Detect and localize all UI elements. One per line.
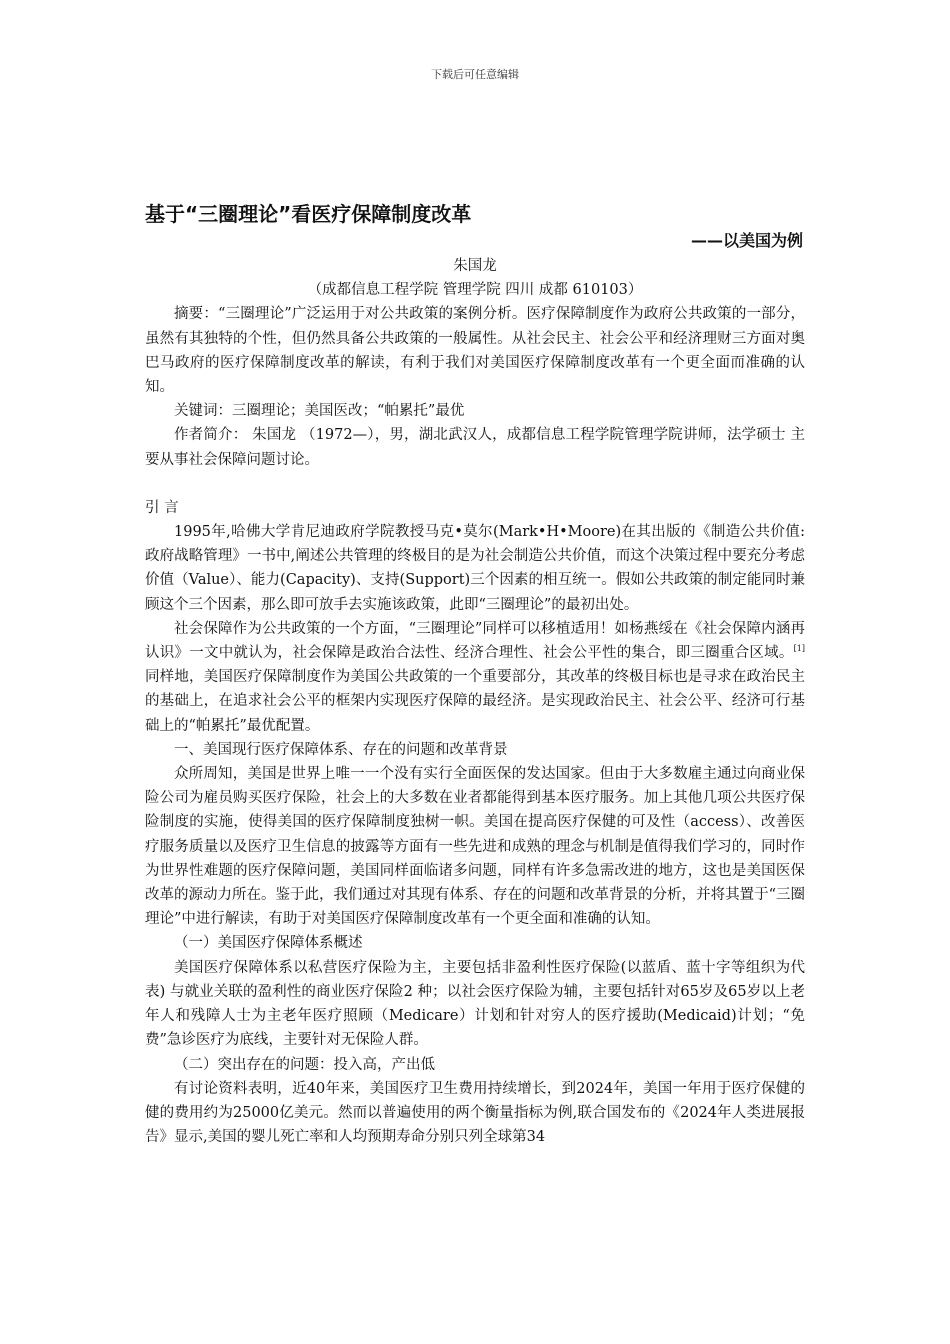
author-affiliation: （成都信息工程学院 管理学院 四川 成都 610103） <box>307 282 643 299</box>
document-subtitle: ——以美国为例 <box>690 231 803 250</box>
intro-heading: 引 言 <box>145 499 179 516</box>
intro-paragraph-2 <box>145 617 805 738</box>
section-1-heading: 一、美国现行医疗保障体系、存在的问题和改革背景 <box>174 741 508 758</box>
author-name: 朱国龙 <box>453 258 497 274</box>
intro-paragraph-1: 1995年,哈佛大学肯尼迪政府学院教授马克•莫尔(Mark•H•Moore)在其出版的《制造公共价值:政府战略管理》一书中,阐述公共管理的终极目的是为社会制造公共价值，而这个决策过程中要充分考虑价值（Value）、能力(Capacity)、支持(Support)三个因素的相互统一。假如公共政策的制定能同时兼顾这个三个因素，那么即可放手去实施该政策，此即“三圈理论”的最初出处。 <box>145 524 805 613</box>
document-title: 基于“三圈理论”看医疗保障制度改革 <box>145 202 472 226</box>
spacer <box>145 472 805 496</box>
header-note: 下载后可任意编辑 <box>431 68 519 81</box>
subsection-1-heading: （一）美国医疗保障体系概述 <box>174 935 363 952</box>
section-1-paragraph: 众所周知，美国是世界上唯一一个没有实行全面医保的发达国家。但由于大多数雇主通过向商业保险公司为雇员购买医疗保险，社会上的大多数在业者都能得到基本医疗服务。加上其他几项公共医疗保险制度的实施，使得美国的医疗保障制度独树一帜。美国在提高医疗保健的可及性（access）、改善医疗服务质量以及医疗卫生信息的披露等方面有一些先进和成熟的理念与机制是值得我们学习的，同时作为世界性难题的医疗保障问题，美国同样面临诸多问题，同样有许多急需改进的地方，这也是美国医保改革的源动力所在。鉴于此，我们通过对其现有体系、存在的问题和改革背景的分析，并将其置于“三圈理论”中进行解读，有助于对美国医疗保障制度改革有一个更全面和准确的认知。 <box>145 766 805 928</box>
intro-paragraph-2-part-a: 社会保障作为公共政策的一个方面，“三圈理论”同样可以移植适用！如杨燕绥在《社会保障内涵再认识》一文中就认为，社会保障是政治合法性、经济合理性、社会公平性的集合，即三圈重合区域。 <box>145 620 805 662</box>
citation-ref: [1] <box>793 644 805 654</box>
abstract-paragraph: 摘要：“三圈理论”广泛运用于对公共政策的案例分析。医疗保障制度作为政府公共政策的一部分，虽然有其独特的个性，但仍然具备公共政策的一般属性。从社会民主、社会公平和经济理财三方面对奥巴马政府的医疗保障制度改革的解读，有利于我们对美国医疗保障制度改革有一个更全面而准确的认知。 <box>145 306 805 396</box>
intro-paragraph-2-part-b: 同样地，美国医疗保障制度作为美国公共政策的一个重要部分，其改革的终极目标也是寻求在政治民主的基础上，在追求社会公平的框架内实现医疗保障的最经济。是实现政治民主、社会公平、经济可行基础上的“帕累托”最优配置。 <box>145 669 805 734</box>
subsection-1-paragraph: 美国医疗保障体系以私营医疗保险为主，主要包括非盈利性医疗保险(以蓝盾、蓝十字等组织为代表) 与就业关联的盈利性的商业医疗保险2 种；以社会医疗保险为辅，主要包括针对65岁及65岁以上老年人和残障人士为主老年医疗照顾（Medicare）计划和针对穷人的医疗援助(Medicaid)计划；“免费”急诊医疗为底线，主要针对无保险人群。 <box>145 959 805 1049</box>
subsection-2-paragraph: 有讨论资料表明，近40年来，美国医疗卫生费用持续增长，到2024年，美国一年用于医疗保健的健的费用约为25000亿美元。然而以普遍使用的两个衡量指标为例,联合国发布的《2024年人类进展报告》显示,美国的婴儿死亡率和人均预期寿命分别只列全球第34 <box>145 1080 805 1146</box>
subsection-2-heading: （二）突出存在的问题：投入高，产出低 <box>174 1056 435 1073</box>
keywords-line: 关键词：三圈理论；美国医改；“帕累托”最优 <box>174 403 465 420</box>
author-intro-paragraph: 作者简介： 朱国龙 （1972—），男，湖北武汉人，成都信息工程学院管理学院讲师，法学硕士 主要从事社会保障问题讨论。 <box>145 427 805 468</box>
document-body <box>145 200 805 1149</box>
